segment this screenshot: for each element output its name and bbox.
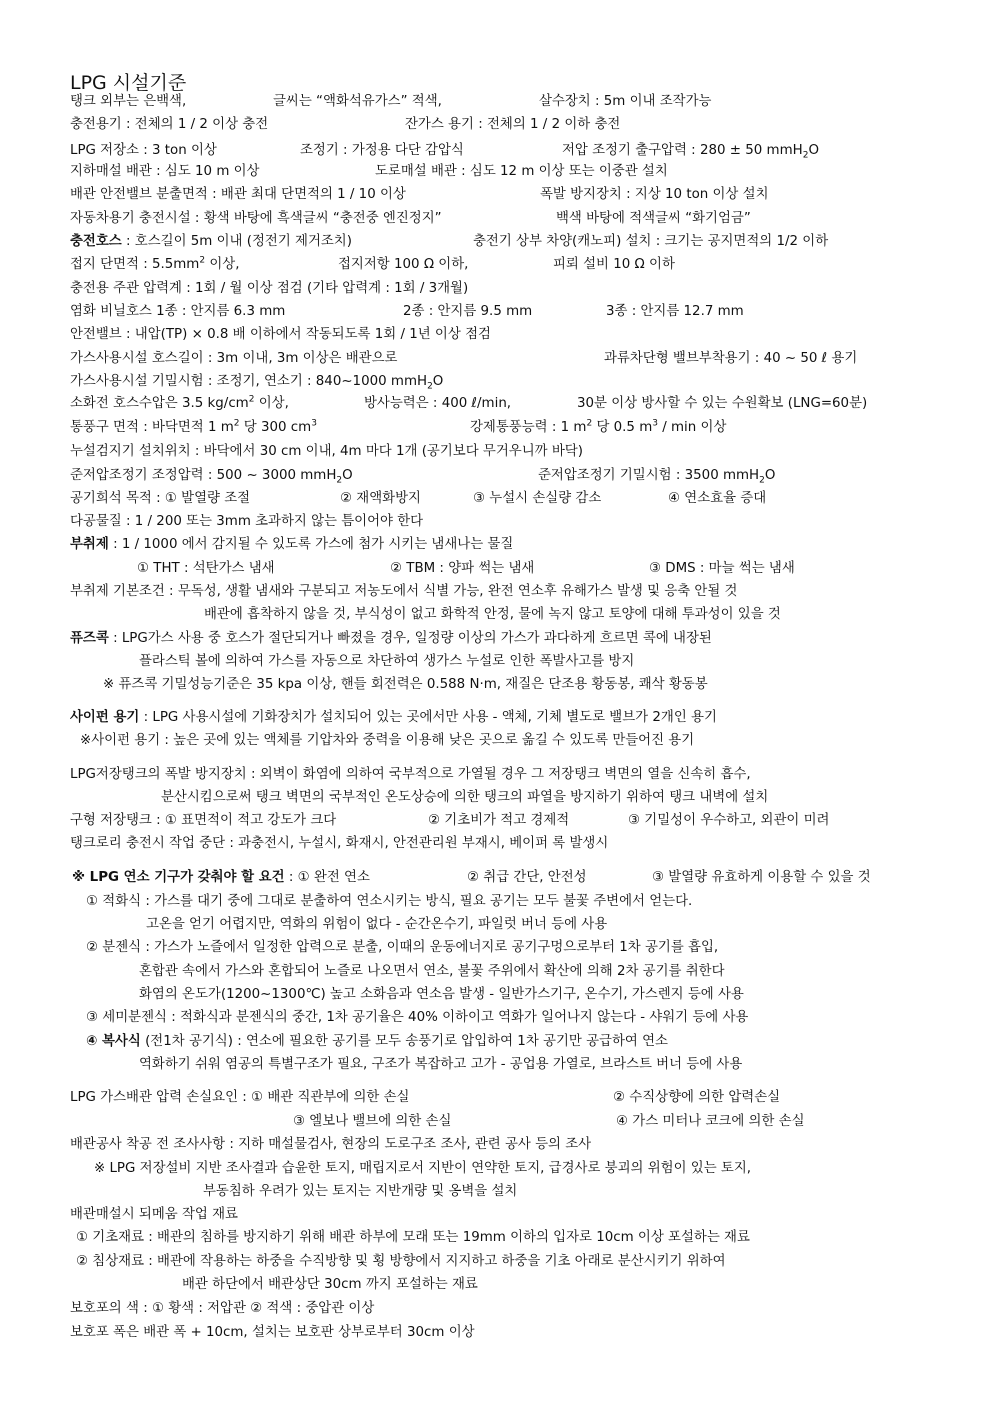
text-segment: ③ 엘보나 밸브에 의한 손실 bbox=[293, 1114, 452, 1129]
text-segment: 지하매설 배관 : 심도 10 m 이상 bbox=[70, 164, 260, 179]
text-segment: ② 기초비가 적고 경제적 bbox=[428, 813, 570, 828]
text-segment: 탱크 외부는 은백색, bbox=[70, 94, 187, 109]
text-segment: 플라스틱 볼에 의하여 가스를 자동으로 차단하여 생가스 누설로 인한 폭발사고를 방지 bbox=[139, 654, 635, 669]
text-segment: 2종 : 안지름 9.5 mm bbox=[403, 304, 533, 319]
text-segment: LPG 가스배관 압력 손실요인 : ① 배관 직관부에 의한 손실 bbox=[70, 1090, 410, 1105]
text-segment: ① THT : 석탄가스 냄새 bbox=[137, 561, 275, 576]
text-segment: 백색 바탕에 적색글씨 “화기엄금” bbox=[556, 211, 751, 226]
bold-term: 충전호스 bbox=[70, 234, 122, 249]
text-segment: 저압 조정기 출구압력 : 280 ± 50 mmH$_2$O bbox=[562, 143, 819, 161]
text-segment: 조정기 : 가정용 다단 감압식 bbox=[300, 143, 464, 158]
text-segment: ② 침상재료 : 배관에 작용하는 하중을 수직방향 및 횡 방향에서 지지하고 하중을 기초 아래로 분산시키기 위하여 bbox=[76, 1254, 726, 1269]
text-segment: ※ 퓨즈콕 기밀성능기준은 35 kpa 이상, 핸들 회전력은 0.588 N·m, 재질은 단조용 황동봉, 쾌삭 황동봉 bbox=[103, 677, 708, 692]
text-segment: 준저압조정기 기밀시험 : 3500 mmH$_2$O bbox=[538, 468, 776, 486]
text-segment: 소화전 호스수압은 3.5 $kg/cm^2$ 이상, bbox=[70, 394, 289, 411]
text-segment: 가스사용시설 기밀시험 : 조정기, 연소기 : 840~1000 mmH$_2$O bbox=[70, 374, 444, 392]
text-segment: 다공물질 : 1 / 200 또는 3mm 초과하지 않는 틈이어야 한다 bbox=[70, 514, 424, 529]
text-segment: 누설검지기 설치위치 : 바닥에서 30 cm 이내, 4m 마다 1개 (공기보다 무거우니까 바닥) bbox=[70, 444, 583, 459]
text-segment: 글씨는 “액화석유가스” 적색, bbox=[273, 94, 442, 109]
text-segment: ① 적화식 : 가스를 대기 중에 그대로 분출하여 연소시키는 방식, 필요 공기는 모두 불꽃 주변에서 얻는다. bbox=[86, 894, 693, 909]
bold-term: ④ 복사식 bbox=[86, 1034, 141, 1049]
text-segment: 퓨즈콕 : LPG가스 사용 중 호스가 절단되거나 빠졌을 경우, 일정량 이상의 가스가 과다하게 흐르면 콕에 내장된 bbox=[70, 631, 712, 646]
text-segment: ④ 가스 미터나 코크에 의한 손실 bbox=[616, 1114, 805, 1129]
text-segment: ① 기초재료 : 배관의 침하를 방지하기 위해 배관 하부에 모래 또는 19mm 이하의 입자로 10cm 이상 포설하는 재료 bbox=[76, 1230, 750, 1245]
text-segment: ② TBM : 양파 썩는 냄새 bbox=[390, 561, 535, 576]
text-segment: ③ 세미분젠식 : 적화식과 분젠식의 중간, 1차 공기율은 40% 이하이고 역화가 일어나지 않는다 - 샤워기 등에 사용 bbox=[86, 1010, 749, 1025]
text-segment: 충전기 상부 차양(캐노피) 설치 : 크기는 공지면적의 1/2 이하 bbox=[473, 234, 829, 249]
text-segment: 강제통풍능력 : 1 $m^2$ 당 0.5 $m^3$ / min 이상 bbox=[470, 418, 727, 435]
text-segment: 보호포 폭은 배관 폭 + 10cm, 설치는 보호판 상부로부터 30cm 이상 bbox=[70, 1325, 475, 1340]
text-segment: 부동침하 우려가 있는 토지는 지반개량 및 옹벽을 설치 bbox=[203, 1184, 518, 1199]
bold-term: 사이펀 용기 bbox=[70, 710, 140, 725]
text-segment: 공기희석 목적 : ① 발열량 조절 bbox=[70, 491, 251, 506]
text-segment: ③ 발열량 유효하게 이용할 수 있을 것 bbox=[652, 870, 871, 885]
text-segment: 통풍구 면적 : 바닥면적 1 $m^2$ 당 300 $cm^3$ bbox=[70, 418, 317, 435]
text-segment: ② 취급 간단, 안전성 bbox=[467, 870, 587, 885]
text-segment: 부취제 기본조건 : 무독성, 생활 냄새와 구분되고 저농도에서 식별 가능, 완전 연소후 유해가스 발생 및 응축 안될 것 bbox=[70, 584, 738, 599]
text-segment: 염화 비닐호스 1종 : 안지름 6.3 mm bbox=[70, 304, 286, 319]
text-segment: 배관 하단에서 배관상단 30cm 까지 포설하는 재료 bbox=[182, 1277, 478, 1292]
text-segment: 화염의 온도가(1200~1300℃) 높고 소화음과 연소음 발생 - 일반가스기구, 온수기, 가스렌지 등에 사용 bbox=[139, 987, 744, 1002]
text-segment: 도로매설 배관 : 심도 12 m 이상 또는 이중관 설치 bbox=[375, 164, 668, 179]
text-segment: 자동차용기 충전시설 : 황색 바탕에 흑색글씨 “충전중 엔진정지” bbox=[70, 211, 442, 226]
text-segment: 방사능력은 : 400 ℓ/min, bbox=[364, 396, 512, 411]
text-segment: ② 분젠식 : 가스가 노즐에서 일정한 압력으로 분출, 이때의 운동에너지로 공기구멍으로부터 1차 공기를 흡입, bbox=[86, 940, 719, 955]
text-segment: ※ LPG 저장설비 지반 조사결과 습윤한 토지, 매립지로서 지반이 연약한 토지, 급경사로 붕괴의 위험이 있는 토지, bbox=[94, 1161, 752, 1176]
text-segment: 충전용기 : 전체의 1 / 2 이상 충전 bbox=[70, 117, 269, 132]
bold-term: 퓨즈콕 bbox=[70, 631, 109, 646]
text-segment: 배관매설시 되메움 작업 재료 bbox=[70, 1207, 238, 1222]
text-segment: 가스사용시설 호스길이 : 3m 이내, 3m 이상은 배관으로 bbox=[70, 351, 398, 366]
text-segment: ③ DMS : 마늘 썩는 냄새 bbox=[649, 561, 795, 576]
text-segment: 살수장치 : 5m 이내 조작가능 bbox=[539, 94, 712, 109]
text-segment: 부취제 : 1 / 1000 에서 감지될 수 있도록 가스에 첨가 시키는 냄새나는 물질 bbox=[70, 537, 514, 552]
text-segment: ※사이펀 용기 : 높은 곳에 있는 액체를 기압차와 중력을 이용해 낮은 곳으로 옮길 수 있도록 만들어진 용기 bbox=[80, 733, 695, 748]
text-segment: ④ 복사식 (전1차 공기식) : 연소에 필요한 공기를 모두 송풍기로 압입하여 1차 공기만 공급하여 연소 bbox=[86, 1034, 668, 1049]
text-segment: ② 재액화방지 bbox=[340, 491, 421, 506]
text-segment: 준저압조정기 조정압력 : 500 ~ 3000 mmH$_2$O bbox=[70, 468, 353, 486]
text-segment: ※ LPG 연소 기구가 갖춰야 할 요건 : ① 완전 연소 bbox=[72, 870, 370, 885]
text-segment: 보호포의 색 : ① 황색 : 저압관 ② 적색 : 중압관 이상 bbox=[70, 1301, 375, 1316]
text-segment: ④ 연소효율 증대 bbox=[668, 491, 767, 506]
text-segment: 구형 저장탱크 : ① 표면적이 적고 강도가 크다 bbox=[70, 813, 337, 828]
text-segment: 충전용 주관 압력계 : 1회 / 월 이상 점검 (기타 압력계 : 1회 / 3개월) bbox=[70, 281, 469, 296]
text-segment: 충전호스 : 호스길이 5m 이내 (정전기 제거조치) bbox=[70, 234, 352, 249]
text-segment: LPG저장탱크의 폭발 방지장치 : 외벽이 화염에 의하여 국부적으로 가열될 경우 그 저장탱크 벽면의 열을 신속히 흡수, bbox=[70, 767, 751, 782]
text-segment: LPG 저장소 : 3 ton 이상 bbox=[70, 143, 217, 158]
text-segment: ③ 기밀성이 우수하고, 외관이 미려 bbox=[628, 813, 830, 828]
text-segment: 접지저항 100 Ω 이하, bbox=[338, 257, 469, 272]
text-segment: 안전밸브 : 내압(TP) × 0.8 배 이하에서 작동되도록 1회 / 1년 이상 점검 bbox=[70, 327, 491, 342]
page-title: LPG 시설기준 bbox=[70, 72, 187, 94]
text-segment: 피뢰 설비 10 Ω 이하 bbox=[553, 257, 675, 272]
text-segment: 30분 이상 방사할 수 있는 수원확보 (LNG=60분) bbox=[577, 396, 868, 411]
text-segment: 혼합관 속에서 가스와 혼합되어 노즐로 나오면서 연소, 불꽃 주위에서 확산에 의해 2차 공기를 취한다 bbox=[139, 964, 725, 979]
text-segment: 잔가스 용기 : 전체의 1 / 2 이하 충전 bbox=[405, 117, 621, 132]
text-segment: 과류차단형 밸브부착용기 : 40 ~ 50 ℓ 용기 bbox=[604, 351, 858, 366]
text-segment: ③ 누설시 손실량 감소 bbox=[473, 491, 602, 506]
text-segment: 접지 단면적 : $5.5mm^2$ 이상, bbox=[70, 255, 240, 272]
text-segment: 배관 안전밸브 분출면적 : 배관 최대 단면적의 1 / 10 이상 bbox=[70, 187, 406, 202]
bold-term: ※ LPG 연소 기구가 갖춰야 할 요건 bbox=[72, 870, 285, 885]
text-segment: 사이펀 용기 : LPG 사용시설에 기화장치가 설치되어 있는 곳에서만 사용 - 액체, 기체 별도로 밸브가 2개인 용기 bbox=[70, 710, 717, 725]
text-segment: 고온을 얻기 어렵지만, 역화의 위험이 없다 - 순간온수기, 파일럿 버너 등에 사용 bbox=[146, 917, 608, 932]
text-segment: 폭발 방지장치 : 지상 10 ton 이상 설치 bbox=[540, 187, 769, 202]
text-segment: 배관공사 착공 전 조사사항 : 지하 매설물검사, 현장의 도로구조 조사, 관련 공사 등의 조사 bbox=[70, 1137, 592, 1152]
bold-term: 부취제 bbox=[70, 537, 109, 552]
text-segment: 분산시킴으로써 탱크 벽면의 국부적인 온도상승에 의한 탱크의 파열을 방지하기 위하여 탱크 내벽에 설치 bbox=[161, 790, 769, 805]
text-segment: 배관에 흡착하지 않을 것, 부식성이 없고 화학적 안정, 물에 녹지 않고 토양에 대해 투과성이 있을 것 bbox=[204, 607, 781, 622]
text-segment: ② 수직상향에 의한 압력손실 bbox=[613, 1090, 781, 1105]
text-segment: 3종 : 안지름 12.7 mm bbox=[606, 304, 744, 319]
text-segment: 탱크로리 충전시 작업 중단 : 과충전시, 누설시, 화재시, 안전관리원 부재시, 베이퍼 록 발생시 bbox=[70, 836, 609, 851]
text-segment: 역화하기 쉬워 염공의 특별구조가 필요, 구조가 복잡하고 고가 - 공업용 가열로, 브라스트 버너 등에 사용 bbox=[139, 1057, 743, 1072]
